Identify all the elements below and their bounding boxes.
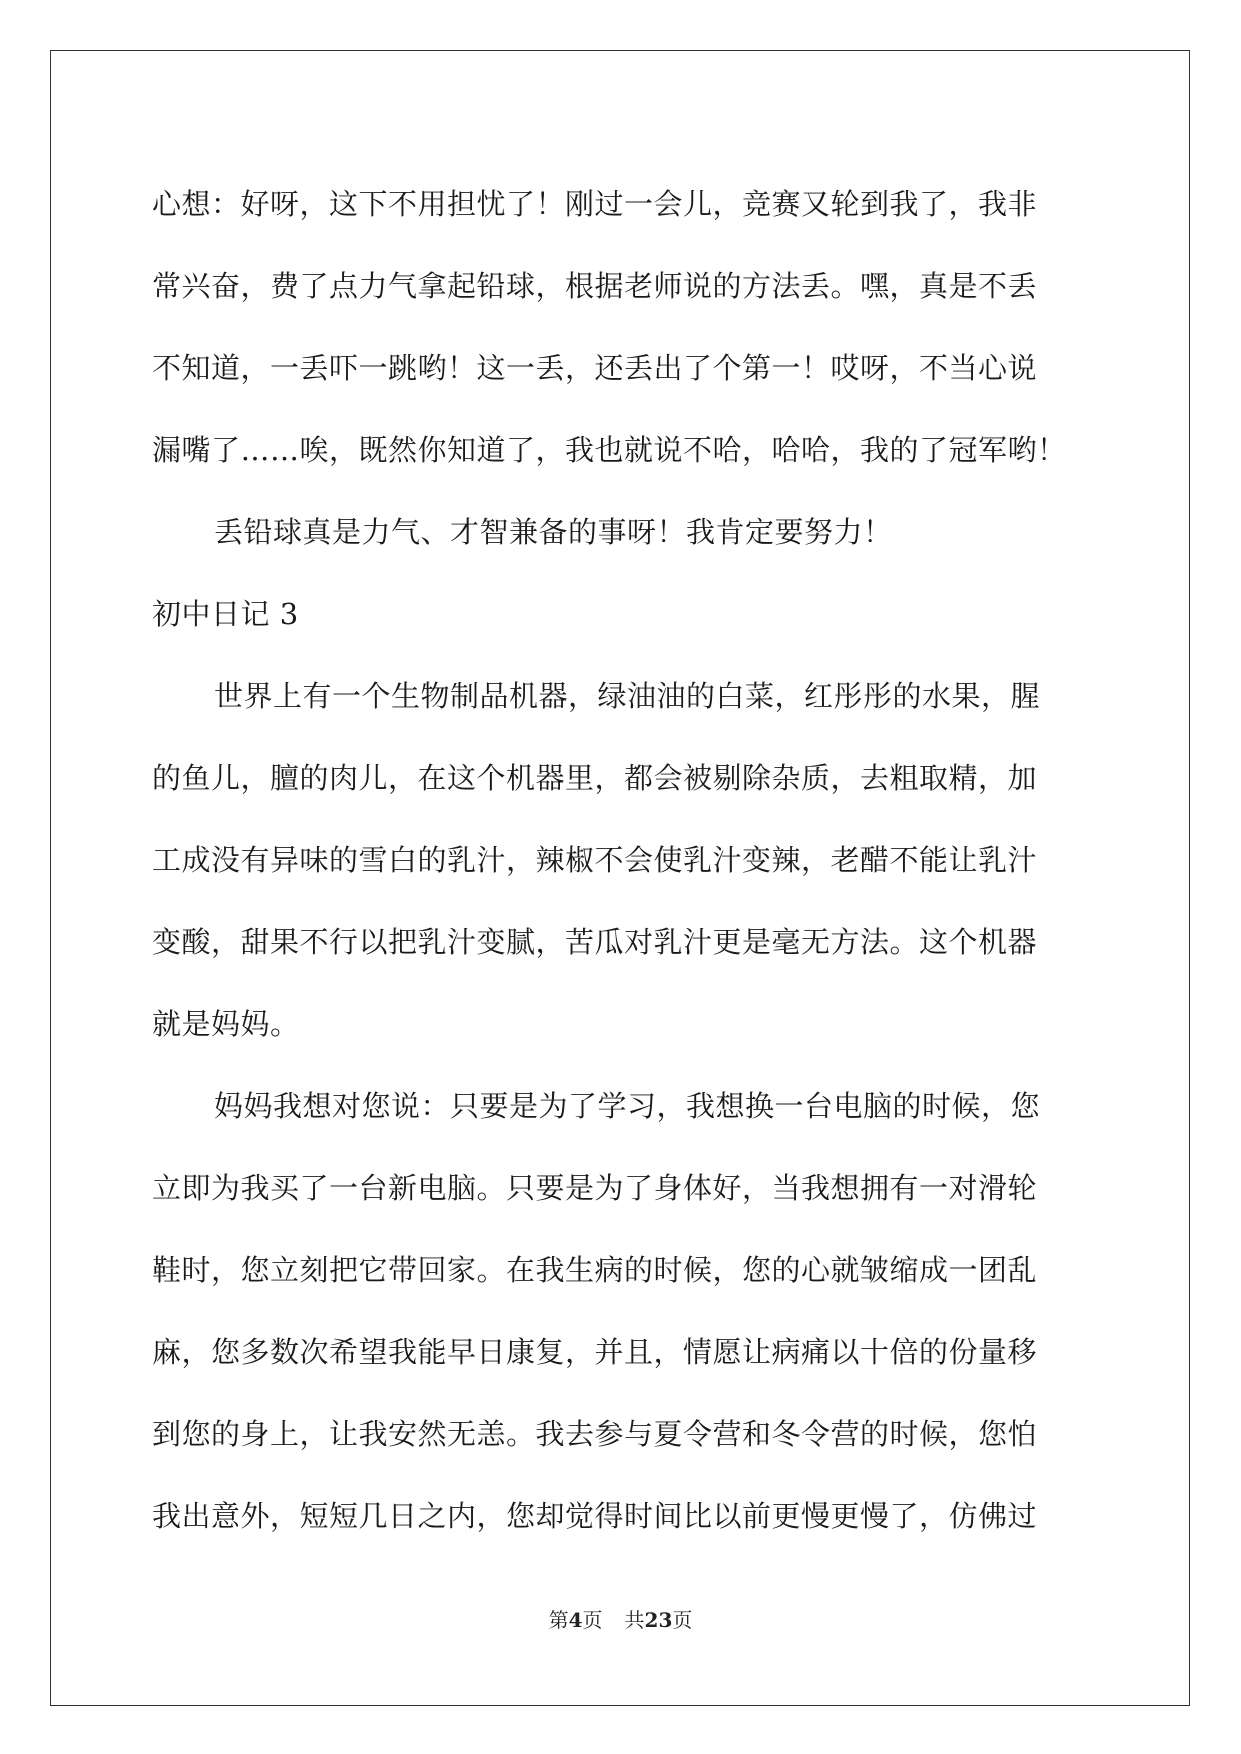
page-suffix: 页 <box>582 1608 603 1632</box>
text-line: 的鱼儿，膻的肉儿，在这个机器里，都会被剔除杂质，去粗取精，加 <box>152 761 1038 795</box>
text-line: 就是妈妈。 <box>152 1007 300 1041</box>
text-line: 立即为我买了一台新电脑。只要是为了身体好，当我想拥有一对滑轮 <box>152 1171 1038 1205</box>
text-line: 常兴奋，费了点力气拿起铅球，根据老师说的方法丢。嘿，真是不丢 <box>152 269 1038 303</box>
page-number: 4 <box>568 1608 583 1632</box>
text-line: 漏嘴了……唉，既然你知道了，我也就说不哈，哈哈，我的了冠军哟！ <box>152 433 1067 467</box>
total-pages: 23 <box>644 1608 673 1632</box>
text-line: 世界上有一个生物制品机器，绿油油的白菜，红彤彤的水果，腥 <box>214 679 1041 713</box>
text-line: 不知道，一丢吓一跳哟！这一丢，还丢出了个第一！哎呀，不当心说 <box>152 351 1038 385</box>
text-line: 我出意外，短短几日之内，您却觉得时间比以前更慢更慢了，仿佛过 <box>152 1499 1038 1533</box>
section-heading: 初中日记 3 <box>152 597 299 631</box>
document-body <box>152 163 1092 1557</box>
text-line: 鞋时，您立刻把它带回家。在我生病的时候，您的心就皱缩成一团乱 <box>152 1253 1038 1287</box>
text-line: 妈妈我想对您说：只要是为了学习，我想换一台电脑的时候，您 <box>214 1089 1041 1123</box>
text-line: 到您的身上，让我安然无恙。我去参与夏令营和冬令营的时候，您怕 <box>152 1417 1038 1451</box>
total-prefix: 共 <box>624 1608 645 1632</box>
page-prefix: 第 <box>548 1608 569 1632</box>
total-suffix: 页 <box>672 1608 693 1632</box>
text-line: 变酸，甜果不行以把乳汁变腻，苦瓜对乳汁更是毫无方法。这个机器 <box>152 925 1038 959</box>
text-line: 心想：好呀，这下不用担忧了！刚过一会儿，竞赛又轮到我了，我非 <box>152 187 1038 221</box>
text-line: 麻，您多数次希望我能早日康复，并且，情愿让病痛以十倍的份量移 <box>152 1335 1038 1369</box>
page-footer <box>0 1604 1241 1633</box>
text-line: 工成没有异味的雪白的乳汁，辣椒不会使乳汁变辣，老醋不能让乳汁 <box>152 843 1038 877</box>
text-line: 丢铅球真是力气、才智兼备的事呀！我肯定要努力！ <box>214 515 893 549</box>
